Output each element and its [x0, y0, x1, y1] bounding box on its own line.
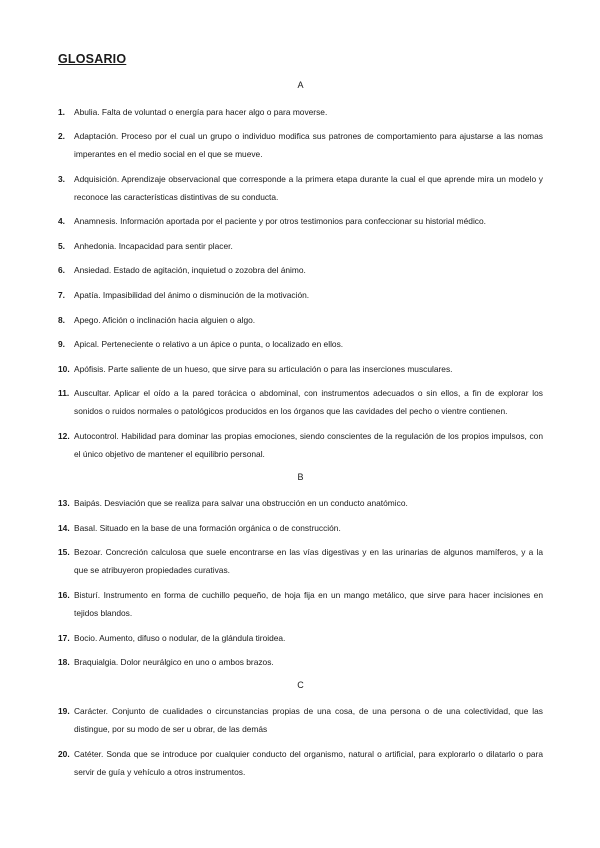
- entry-number: 8.: [58, 314, 65, 325]
- entry-definition: Autocontrol. Habilidad para dominar las propias emociones, siendo conscientes de la regulación de los propios impulsos, con el único objetivo de mantener el equilibrio personal.: [74, 431, 543, 460]
- entry-definition: Bocio. Aumento, difuso o nodular, de la glándula tiroidea.: [74, 632, 286, 643]
- entry-number: 11.: [58, 388, 70, 399]
- entry-number: 3.: [58, 173, 65, 184]
- entry-number: 16.: [58, 589, 70, 600]
- glossary-entry: [58, 745, 543, 781]
- glossary-entry: [58, 127, 543, 163]
- entry-number: 18.: [58, 657, 70, 668]
- glossary-entry: [58, 212, 543, 230]
- entry-definition: Adaptación. Proceso por el cual un grupo o individuo modifica sus patrones de comportamiento para ajustarse a las nomas imperantes en el medio social en el que se mueve.: [74, 131, 543, 160]
- glossary-entry: [58, 335, 543, 353]
- glossary-entry: [58, 427, 543, 463]
- entry-definition: Anamnesis. Información aportada por el paciente y por otros testimonios para confeccionar su historial médico.: [74, 216, 486, 227]
- entry-definition: Bezoar. Concreción calculosa que suele encontrarse en las vías digestivas y en las urinarias de algunos mamíferos, y a la que se atribuyeron propiedades curativas.: [74, 547, 543, 576]
- entry-number: 19.: [58, 706, 70, 717]
- entry-definition: Abulia. Falta de voluntad o energía para hacer algo o para moverse.: [74, 106, 328, 117]
- entry-definition: Apatía. Impasibilidad del ánimo o disminución de la motivación.: [74, 290, 310, 301]
- glossary-entry: [58, 384, 543, 420]
- entry-number: 2.: [58, 131, 65, 142]
- entry-definition: Auscultar. Aplicar el oído a la pared torácica o abdominal, con instrumentos adecuados o sin ellos, a fin de explorar los sonidos o ruidos normales o patológicos producidos en los órganos que las cavidades del pecho o vientre contienen.: [74, 388, 543, 417]
- entry-definition: Adquisición. Aprendizaje observacional que corresponde a la primera etapa durante la cual el que aprende mira un modelo y reconoce las características distintivas de su conducta.: [74, 173, 543, 202]
- glossary-entry: [58, 543, 543, 579]
- glossary-entry: [58, 170, 543, 206]
- entry-number: 7.: [58, 290, 65, 301]
- entry-number: 13.: [58, 498, 70, 509]
- entry-definition: Braquialgia. Dolor neurálgico en uno o ambos brazos.: [74, 657, 274, 668]
- entry-definition: Ansiedad. Estado de agitación, inquietud o zozobra del ánimo.: [74, 265, 306, 276]
- glossary-entry: [58, 702, 543, 738]
- entry-number: 10.: [58, 363, 70, 374]
- section-letter: C: [297, 679, 304, 690]
- entry-definition: Carácter. Conjunto de cualidades o circunstancias propias de una cosa, de una persona o de una colectividad, que las distingue, por su modo de ser u obrar, de las demás: [74, 706, 543, 735]
- glossary-entry: [58, 103, 543, 121]
- glossary-entry: [58, 261, 543, 279]
- entry-definition: Catéter. Sonda que se introduce por cualquier conducto del organismo, natural o artificial, para explorarlo o dilatarlo o para servir de guía y vehículo a otros instrumentos.: [74, 748, 543, 777]
- glossary-entry: [58, 653, 543, 671]
- entry-definition: Apego. Afición o inclinación hacia alguien o algo.: [74, 314, 256, 325]
- entry-number: 17.: [58, 632, 70, 643]
- section-letter: A: [297, 80, 304, 90]
- entry-number: 4.: [58, 216, 65, 227]
- entry-number: 5.: [58, 240, 65, 251]
- glossary-entry: [58, 360, 543, 378]
- page-title: GLOSARIO: [58, 52, 127, 66]
- glossary-entry: [58, 519, 543, 537]
- entry-definition: Apical. Perteneciente o relativo a un ápice o punta, o localizado en ellos.: [74, 339, 344, 350]
- glossary-content: [58, 78, 543, 787]
- entry-definition: Baipás. Desviación que se realiza para salvar una obstrucción en un conducto anatómico.: [74, 498, 408, 509]
- entry-number: 12.: [58, 431, 70, 442]
- entry-definition: Anhedonia. Incapacidad para sentir placer.: [74, 240, 233, 251]
- glossary-entry: [58, 311, 543, 329]
- entry-definition: Basal. Situado en la base de una formación orgánica o de construcción.: [74, 522, 341, 533]
- glossary-entry: [58, 237, 543, 255]
- entry-number: 1.: [58, 106, 65, 117]
- entry-number: 15.: [58, 547, 70, 558]
- entry-definition: Bisturí. Instrumento en forma de cuchillo pequeño, de hoja fija en un mango metálico, que sirve para hacer incisiones en tejidos blandos.: [74, 589, 543, 618]
- entry-number: 6.: [58, 265, 65, 276]
- entry-definition: Apófisis. Parte saliente de un hueso, que sirve para su articulación o para las inserciones musculares.: [74, 363, 453, 374]
- glossary-entry: [58, 629, 543, 647]
- entry-number: 20.: [58, 748, 70, 759]
- entry-number: 9.: [58, 339, 65, 350]
- glossary-entry: [58, 286, 543, 304]
- entry-number: 14.: [58, 522, 70, 533]
- glossary-entry: [58, 586, 543, 622]
- glossary-entry: [58, 494, 543, 512]
- section-letter: B: [297, 471, 304, 482]
